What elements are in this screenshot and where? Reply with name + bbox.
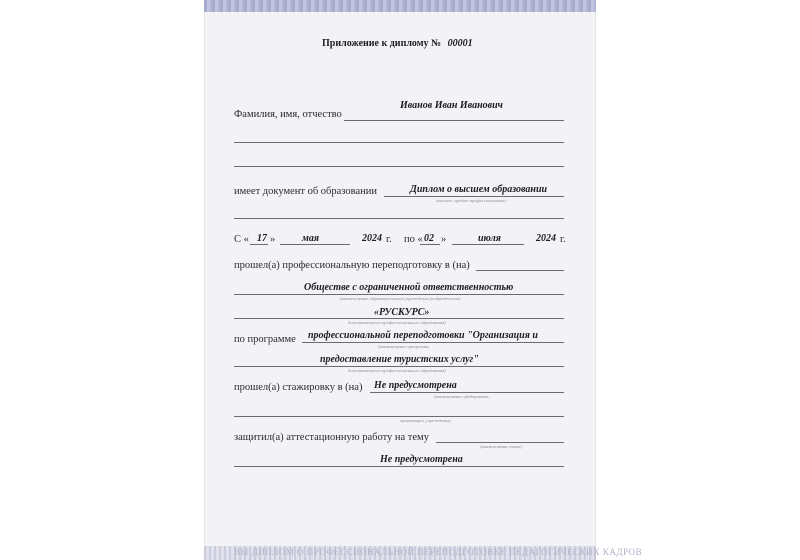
internship-line	[370, 392, 564, 393]
to-prefix: по «	[404, 234, 423, 245]
program-caption-1: (наименование программы	[378, 344, 430, 349]
to-month-line	[452, 244, 524, 245]
education-doc-label: имеет документ об образовании	[234, 186, 377, 197]
diploma-number: 00001	[447, 38, 473, 49]
from-month-line	[280, 244, 350, 245]
to-day-close: »	[441, 234, 447, 245]
thesis-value: Не предусмотрена	[380, 454, 463, 465]
from-day: 17	[257, 233, 267, 244]
fio-line	[344, 120, 564, 121]
to-year-suffix: г.	[560, 234, 566, 245]
internship-caption-2: организации, учреждения)	[400, 418, 451, 423]
org-line-1: Обществе с ограниченной ответственностью	[304, 282, 514, 293]
to-day: 02	[424, 233, 434, 244]
internship-value: Не предусмотрена	[374, 380, 457, 391]
footer-band-text: ВЫ ДИПЛОМ О ПРОФЕССИОНАЛЬНОЙ ПЕРЕПОДГОТОВКЕ ПЕДАГОГИЧЕСКИХ КАДРОВ	[234, 547, 643, 557]
program-line-1-underline	[302, 342, 564, 343]
thesis-line-2	[234, 466, 564, 467]
fio-line-3	[234, 166, 564, 167]
education-doc-line	[384, 196, 564, 197]
education-doc-value: Диплом о высшем образовании	[410, 184, 548, 195]
fio-line-2	[234, 142, 564, 143]
fio-label: Фамилия, имя, отчество	[234, 109, 342, 120]
page-title	[322, 38, 473, 49]
from-month: мая	[302, 233, 320, 244]
from-prefix: С «	[234, 234, 249, 245]
program-line-2: предоставление туристских услуг"	[320, 354, 479, 365]
org-line-2: «РУСКУРС»	[374, 307, 430, 318]
from-year-suffix: г.	[386, 234, 392, 245]
retraining-line	[476, 270, 564, 271]
program-label: по программе	[234, 334, 296, 345]
org-caption-2: дополнительного профессионального образования)	[348, 320, 446, 325]
program-line-2-underline	[234, 366, 564, 367]
education-doc-caption: (высшее, среднее профессиональное)	[436, 198, 507, 203]
org-line-2-underline	[234, 318, 564, 319]
fio-value: Иванов Иван Иванович	[400, 100, 503, 111]
to-day-line	[420, 244, 440, 245]
org-line-1-underline	[234, 294, 564, 295]
to-year: 2024	[536, 233, 556, 244]
bottom-decorative-band	[204, 546, 643, 560]
thesis-caption: (наименование темы)	[480, 444, 522, 449]
internship-label: прошел(а) стажировку в (на)	[234, 382, 363, 393]
internship-line-2	[234, 416, 564, 417]
title-text: Приложение к диплому №	[322, 38, 442, 49]
education-doc-line-2	[234, 218, 564, 219]
program-caption-2: дополнительного профессионального образования)	[348, 368, 446, 373]
program-line-1: профессиональной переподготовки "Организация и	[308, 330, 538, 341]
to-month: июля	[478, 233, 501, 244]
from-day-close: »	[270, 234, 276, 245]
certificate-page	[204, 0, 643, 560]
thesis-line	[436, 442, 564, 443]
from-day-line	[250, 244, 268, 245]
internship-caption-1: (наименование предприятия,	[434, 394, 490, 399]
from-year: 2024	[362, 233, 382, 244]
thesis-label: защитил(а) аттестационную работу на тему	[234, 432, 429, 443]
top-decorative-band	[204, 0, 596, 12]
retraining-label: прошел(а) профессиональную переподготовку в (на)	[234, 260, 470, 271]
org-caption-1: (наименование образовательного учреждения (подразделения)	[340, 296, 461, 301]
